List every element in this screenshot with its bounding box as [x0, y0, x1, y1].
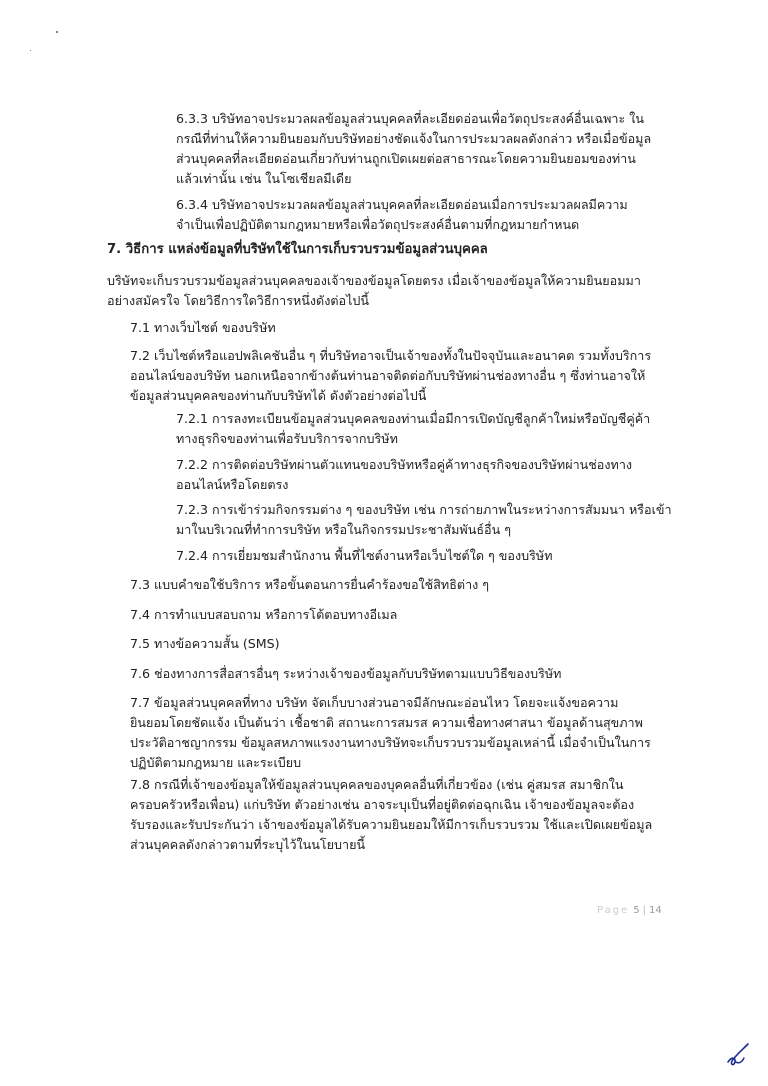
text-line: ส่วนบุคคลดังกล่าวตามที่ระบุไว้ในนโยบายนี้	[130, 837, 366, 852]
paragraph-6-3-3	[176, 109, 651, 189]
text-line: 6.3.3 บริษัทอาจประมวลผลข้อมูลส่วนบุคคลที่ละเอียดอ่อนเพื่อวัตถุประสงค์อื่นเฉพาะ ใน	[176, 111, 644, 126]
item-7-5: 7.5 ทางข้อความสั้น (SMS)	[130, 636, 280, 651]
scan-speck	[56, 31, 58, 33]
text-line: ปฏิบัติตามกฎหมาย และระเบียบ	[130, 755, 302, 770]
text-line: 7.2.2 การติดต่อบริษัทผ่านตัวแทนของบริษัทหรือคู่ค้าทางธุรกิจของบริษัทผ่านช่องทาง	[176, 457, 633, 472]
text-line: ออนไลน์หรือโดยตรง	[176, 477, 289, 492]
text-line: 7.2.3 การเข้าร่วมกิจกรรมต่าง ๆ ของบริษัท เช่น การถ่ายภาพในระหว่างการสัมมนา หรือเข้า	[176, 502, 672, 517]
item-7-2	[130, 346, 651, 406]
page-number	[597, 905, 662, 916]
text-line: 7.2.1 การลงทะเบียนข้อมูลส่วนบุคคลของท่านเมื่อมีการเปิดบัญชีลูกค้าใหม่หรือบัญชีคู่ค้า	[176, 411, 651, 426]
item-7-2-2	[176, 455, 632, 495]
text-line: ประวัติอาชญากรรม ข้อมูลสหภาพแรงงานทางบริษัทจะเก็บรวบรวมข้อมูลเหล่านี้ เมื่อจำเป็นในการ	[130, 735, 651, 750]
paragraph-6-3-4	[176, 195, 628, 235]
signature-mark	[724, 1040, 754, 1070]
item-7-3: 7.3 แบบคำขอใช้บริการ หรือขั้นตอนการยื่นคำร้องขอใช้สิทธิต่าง ๆ	[130, 577, 490, 592]
item-7-4: 7.4 การทำแบบสอบถาม หรือการโต้ตอบทางอีเมล	[130, 607, 398, 622]
text-line: ทางธุรกิจของท่านเพื่อรับบริการจากบริษัท	[176, 431, 398, 446]
text-line: ออนไลน์ของบริษัท นอกเหนือจากข้างต้นท่านอาจติดต่อกับบริษัทผ่านช่องทางอื่น ๆ ซึ่งท่านอาจให้	[130, 368, 646, 383]
text-line: อย่างสมัครใจ โดยวิธีการใดวิธีการหนึ่งดังต่อไปนี้	[107, 293, 370, 308]
item-7-2-4: 7.2.4 การเยี่ยมชมสำนักงาน พื้นที่ไซต์งานหรือเว็บไซต์ใด ๆ ของบริษัท	[176, 548, 553, 563]
text-line: ยินยอมโดยชัดแจ้ง เป็นต้นว่า เชื้อชาติ สถานะการสมรส ความเชื่อทางศาสนา ข้อมูลด้านสุขภาพ	[130, 715, 643, 730]
text-line: ส่วนบุคคลที่ละเอียดอ่อนเกี่ยวกับท่านถูกเปิดเผยต่อสาธารณะโดยความยินยอมของท่าน	[176, 151, 636, 166]
page-current: 5	[633, 905, 640, 916]
text-line: แล้วเท่านั้น เช่น ในโซเชียลมีเดีย	[176, 171, 352, 186]
text-line: ข้อมูลส่วนบุคคลของท่านกับบริษัทได้ ดังตัวอย่างต่อไปนี้	[130, 388, 427, 403]
page-total: 14	[648, 905, 662, 916]
section-7-intro	[107, 271, 641, 311]
scan-speck	[30, 50, 31, 51]
item-7-2-1	[176, 409, 650, 449]
item-7-1: 7.1 ทางเว็บไซต์ ของบริษัท	[130, 320, 276, 335]
text-line: กรณีที่ท่านให้ความยินยอมกับบริษัทอย่างชัดแจ้งในการประมวลผลดังกล่าว หรือเมื่อข้อมูล	[176, 131, 652, 146]
text-line: บริษัทจะเก็บรวบรวมข้อมูลส่วนบุคคลของเจ้าของข้อมูลโดยตรง เมื่อเจ้าของข้อมูลให้ความยินยอมมา	[107, 273, 641, 288]
text-line: 7.2 เว็บไซต์หรือแอปพลิเคชันอื่น ๆ ที่บริษัทอาจเป็นเจ้าของทั้งในปัจจุบันและอนาคต รวมทั้งบริการ	[130, 348, 652, 363]
text-line: 6.3.4 บริษัทอาจประมวลผลข้อมูลส่วนบุคคลที่ละเอียดอ่อนเมื่อการประมวลผลมีความ	[176, 197, 628, 212]
section-heading-7: 7. วิธีการ แหล่งข้อมูลที่บริษัทใช้ในการเก็บรวบรวมข้อมูลส่วนบุคคล	[107, 242, 488, 257]
text-line: 7.7 ข้อมูลส่วนบุคคลที่ทาง บริษัท จัดเก็บบางส่วนอาจมีลักษณะอ่อนไหว โดยจะแจ้งขอความ	[130, 695, 619, 710]
text-line: 7.8 กรณีที่เจ้าของข้อมูลให้ข้อมูลส่วนบุคคลของบุคคลอื่นที่เกี่ยวข้อง (เช่น คู่สมรส สมาชิกใน	[130, 777, 624, 792]
item-7-6: 7.6 ช่องทางการสื่อสารอื่นๆ ระหว่างเจ้าของข้อมูลกับบริษัทตามแบบวิธีของบริษัท	[130, 666, 562, 681]
item-7-7	[130, 693, 651, 773]
text-line: จำเป็นเพื่อปฏิบัติตามกฎหมายหรือเพื่อวัตถุประสงค์อื่นตามที่กฎหมายกำหนด	[176, 217, 580, 232]
text-line: รับรองและรับประกันว่า เจ้าของข้อมูลได้รับความยินยอมให้มีการเก็บรวบรวม ใช้และเปิดเผยข้อมูล	[130, 817, 653, 832]
item-7-8	[130, 775, 652, 855]
page-word: Page	[597, 905, 630, 916]
text-line: ครอบครัวหรือเพื่อน) แก่บริษัท ตัวอย่างเช่น อาจระบุเป็นที่อยู่ติดต่อฉุกเฉิน เจ้าของข้อมูลจะต้อง	[130, 797, 635, 812]
page-separator: |	[642, 905, 646, 916]
item-7-2-3	[176, 500, 672, 540]
text-line: มาในบริเวณที่ทำการบริษัท หรือในกิจกรรมประชาสัมพันธ์อื่น ๆ	[176, 522, 511, 537]
